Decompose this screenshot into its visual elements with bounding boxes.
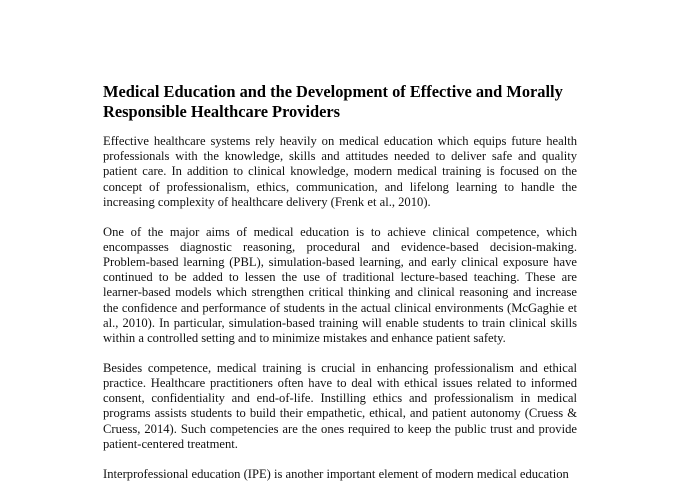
paragraph-introduction: Effective healthcare systems rely heavily on medical education which equips future health professionals with the knowledge, skills and attitudes needed to deliver safe and quality patient care. In addition to clinical knowledge, modern medical training is focused on the concept of professionalism, ethics, communication, and lifelong learning to handle the increasing complexity of healthcare delivery (Frenk et al., 2010). (103, 134, 577, 209)
paragraph-clinical-competence: One of the major aims of medical education is to achieve clinical competence, which encompasses diagnostic reasoning, procedural and evidence-based decision-making. Problem-based learning (PBL), simulation-based learning, and early clinical exposure have continued to be added to lessen the use of traditional lecture-based teaching. These are learner-based models which strengthen critical thinking and clinical reasoning and increase the confidence and performance of students in the actual clinical environments (McGaghie et al., 2010). In particular, simulation-based training will enable students to train clinical skills within a controlled setting and to minimize mistakes and enhance patient safety. (103, 224, 577, 346)
paragraph-interprofessional-education: Interprofessional education (IPE) is another important element of modern medical education (103, 466, 569, 481)
document-title: Medical Education and the Development of Effective and Morally Responsible Healthcare Providers (103, 82, 563, 121)
paragraph-professionalism-ethics: Besides competence, medical training is crucial in enhancing professionalism and ethical practice. Healthcare practitioners often have to deal with ethical issues related to informed consent, confidentiality and end-of-life. Instilling ethics and professionalism in medical programs assists students to build their empathetic, ethical, and patient autonomy (Cruess & Cruess, 2014). Such competencies are the ones required to keep the public trust and provide patient-centered treatment. (103, 360, 577, 451)
document-body (103, 82, 577, 482)
